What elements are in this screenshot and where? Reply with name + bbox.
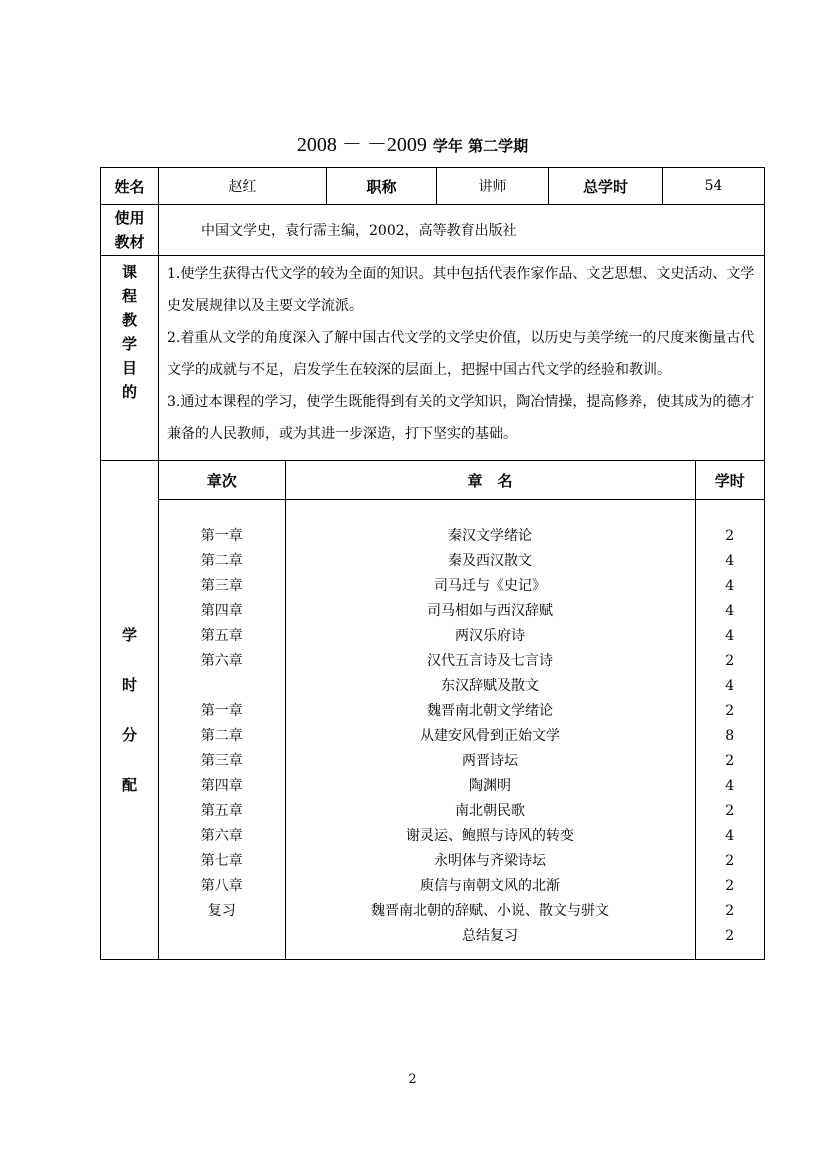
chapter-number (159, 924, 285, 949)
chapter-name: 东汉辞赋及散文 (441, 678, 539, 694)
chapter-name: 陶渊明 (469, 778, 511, 794)
chapter-number: 第二章 (200, 728, 243, 744)
chapter-name: 两晋诗坛 (462, 753, 518, 769)
page-title (0, 128, 825, 157)
semester: 学年 第二学期 (432, 137, 529, 155)
chapter-hours: 4 (725, 603, 735, 619)
allocation-label: 学 时 分 配 (101, 461, 159, 960)
chapter-name: 秦及西汉散文 (448, 553, 532, 569)
allocation-row (101, 461, 765, 960)
hours-column (695, 500, 764, 960)
chapter-name: 汉代五言诗及七言诗 (427, 653, 553, 669)
chapter-number (159, 674, 285, 699)
chapter-number: 第八章 (200, 878, 243, 894)
chapter-name: 庾信与南朝文风的北渐 (420, 878, 560, 894)
goal-item: 2.着重从文学的角度深入了解中国古代文学的文学史价值，以历史与美学统一的尺度来衡量古代文学的成就与不足，启发学生在较深的层面上，把握中国古代文学的经验和教训。 (167, 330, 755, 378)
chapter-name: 从建安风骨到正始文学 (420, 728, 560, 744)
name-label: 姓名 (101, 168, 159, 205)
chapter-number: 第三章 (200, 753, 243, 769)
chapter-number: 复习 (207, 903, 236, 919)
chapter-column (159, 500, 285, 960)
chapter-number: 第三章 (200, 578, 243, 594)
total-hours-label: 总学时 (549, 168, 663, 205)
chapter-hours: 2 (725, 803, 735, 819)
page-number: 2 (408, 1072, 417, 1087)
chapter-number: 第四章 (200, 603, 243, 619)
chapter-name: 魏晋南北朝文学绪论 (427, 703, 553, 719)
chapter-hours: 2 (725, 653, 735, 669)
chapter-hours: 2 (725, 528, 735, 544)
chapter-name: 谢灵运、鲍照与诗风的转变 (406, 828, 574, 844)
goals-label: 课 程 教 学 目 的 (101, 256, 159, 461)
chapter-name: 秦汉文学绪论 (448, 528, 532, 544)
chapter-number: 第六章 (200, 828, 243, 844)
chapter-name: 司马相如与西汉辞赋 (427, 603, 553, 619)
chapter-name: 南北朝民歌 (455, 803, 525, 819)
chapter-hours: 4 (725, 678, 735, 694)
name-value: 赵红 (159, 168, 327, 205)
hours-column-header: 学时 (695, 461, 764, 500)
header-row (101, 168, 765, 205)
job-title-value: 讲师 (437, 168, 549, 205)
textbook-row (101, 205, 765, 256)
chapter-hours: 2 (725, 878, 735, 894)
allocation-table (159, 461, 764, 959)
textbook-value: 中国文学史，袁行霈主编，2002，高等教育出版社 (159, 205, 765, 256)
total-hours-value: 54 (663, 168, 765, 205)
textbook-label: 使用 教材 (101, 205, 159, 256)
chapter-hours: 2 (725, 853, 735, 869)
chapter-name: 司马迁与《史记》 (434, 578, 546, 594)
chapter-hours: 2 (725, 753, 735, 769)
goals-text (159, 256, 765, 461)
chapter-number: 第四章 (200, 778, 243, 794)
chapter-name: 总结复习 (462, 928, 518, 944)
chapter-hours: 4 (725, 578, 735, 594)
chapter-hours: 2 (725, 903, 735, 919)
chapter-hours: 4 (725, 628, 735, 644)
chapter-hours: 2 (725, 703, 735, 719)
chapter-name-column-header: 章 名 (285, 461, 695, 500)
chapter-name: 两汉乐府诗 (455, 628, 525, 644)
goal-item: 3.通过本课程的学习，使学生既能得到有关的文学知识，陶冶情操，提高修养，使其成为的德才兼备的人民教师，或为其进一步深造，打下坚实的基础。 (167, 394, 755, 442)
chapter-number: 第六章 (200, 653, 243, 669)
syllabus-table (100, 167, 765, 960)
chapter-hours: 8 (725, 728, 735, 744)
chapter-number: 第五章 (200, 628, 243, 644)
chapter-name: 永明体与齐梁诗坛 (434, 853, 546, 869)
chapter-hours: 4 (725, 828, 735, 844)
chapter-number: 第七章 (200, 853, 243, 869)
job-title-label: 职称 (327, 168, 437, 205)
chapter-hours: 2 (725, 928, 735, 944)
academic-years: 2008 － －2009 (296, 134, 427, 156)
allocation-cell (159, 461, 765, 960)
chapter-number: 第一章 (200, 703, 243, 719)
chapter-number: 第一章 (200, 528, 243, 544)
chapter-name: 魏晋南北朝的辞赋、小说、散文与骈文 (371, 903, 609, 919)
chapter-hours: 4 (725, 778, 735, 794)
chapter-name-column (285, 500, 695, 960)
goal-item: 1.使学生获得古代文学的较为全面的知识。其中包括代表作家作品、文艺思想、文史活动、文学史发展规律以及主要文学流派。 (167, 266, 755, 314)
chapter-column-header: 章次 (159, 461, 285, 500)
chapter-hours: 4 (725, 553, 735, 569)
goals-row (101, 256, 765, 461)
chapter-number: 第二章 (200, 553, 243, 569)
chapter-number: 第五章 (200, 803, 243, 819)
